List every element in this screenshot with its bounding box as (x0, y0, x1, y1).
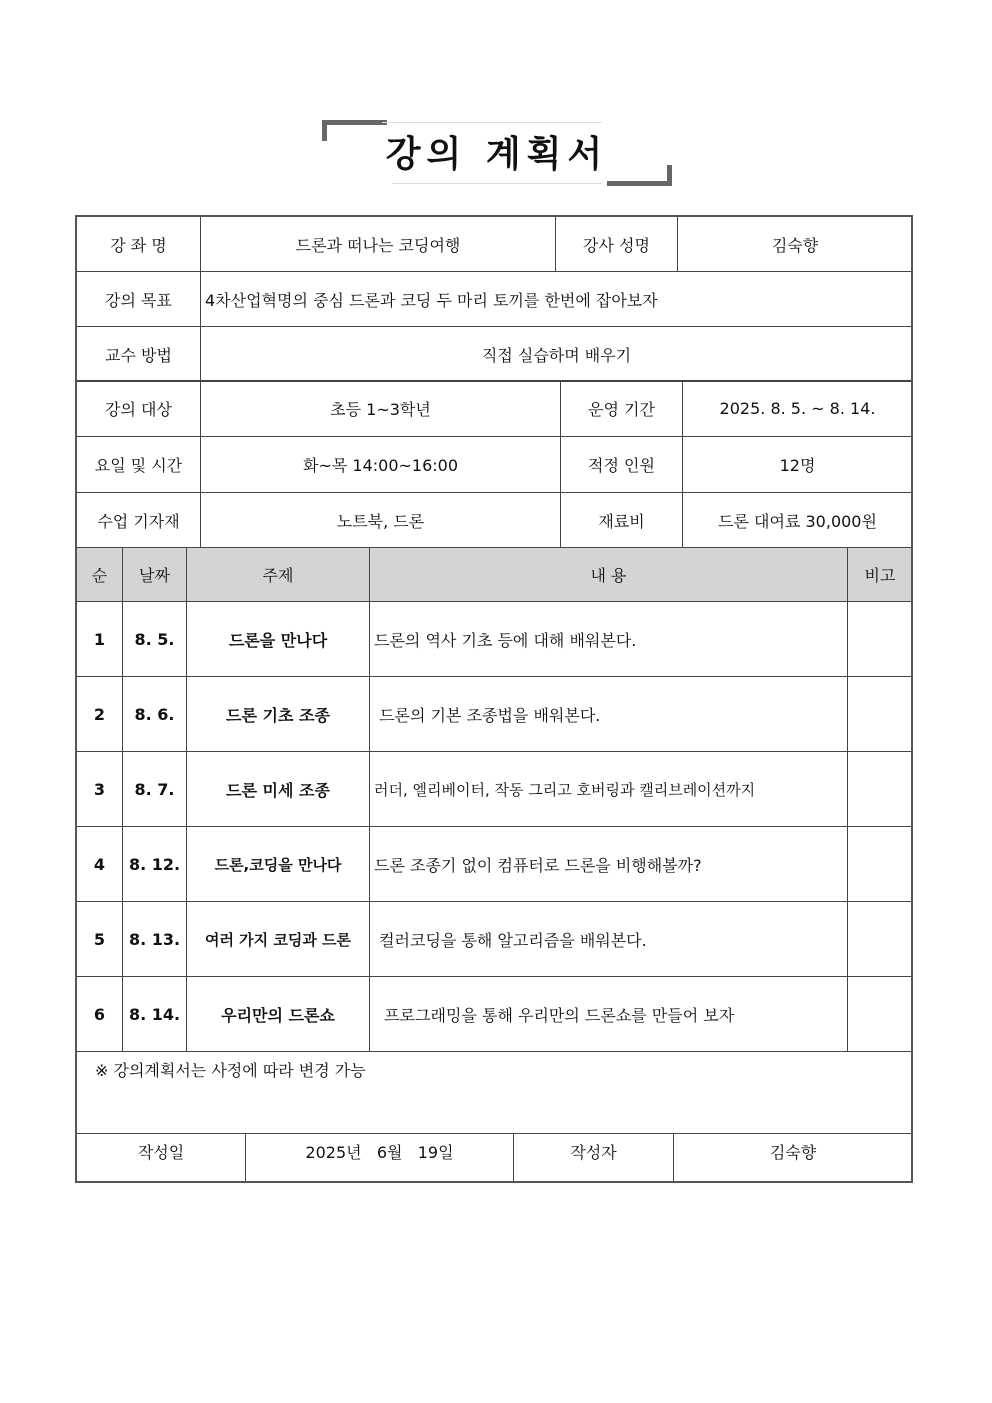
footer-table (76, 1051, 913, 1183)
equipment-value: 노트북, 드론 (201, 493, 561, 548)
row-content: 드론의 역사 기초 등에 대해 배워본다. (370, 602, 848, 677)
notice-text: ※ 강의계획서는 사정에 따라 변경 가능 (77, 1052, 913, 1134)
info-row-course (77, 217, 913, 272)
info-row-target (77, 381, 913, 437)
info-row-goal (77, 272, 913, 327)
notice-row (77, 1052, 913, 1134)
row-date: 8. 14. (123, 977, 187, 1052)
row-no: 5 (77, 902, 123, 977)
row-topic: 드론 미세 조종 (187, 752, 370, 827)
material-value: 드론 대여료 30,000원 (683, 493, 913, 548)
title-line-top (382, 122, 602, 123)
author-label: 작성자 (514, 1134, 674, 1183)
row-topic: 드론을 만나다 (187, 602, 370, 677)
course-name-label: 강 좌 명 (77, 217, 201, 272)
info-row-time (77, 437, 913, 493)
row-no: 6 (77, 977, 123, 1052)
time-label: 요일 및 시간 (77, 437, 201, 493)
material-label: 재료비 (561, 493, 683, 548)
row-content: 드론의 기본 조종법을 배워본다. (370, 677, 848, 752)
table-row (77, 902, 913, 977)
row-topic: 우리만의 드론쇼 (187, 977, 370, 1052)
period-value: 2025. 8. 5. ~ 8. 14. (683, 381, 913, 437)
goal-label: 강의 목표 (77, 272, 201, 327)
row-content: 프로그래밍을 통해 우리만의 드론쇼를 만들어 보자 (370, 977, 848, 1052)
schedule-table (76, 547, 913, 1052)
row-date: 8. 12. (123, 827, 187, 902)
method-label: 교수 방법 (77, 327, 201, 382)
info-row-equipment (77, 493, 913, 548)
equipment-label: 수업 기자재 (77, 493, 201, 548)
date-label: 작성일 (77, 1134, 246, 1183)
row-content: 컬러코딩을 통해 알고리즘을 배워본다. (370, 902, 848, 977)
written-date: 2025년 6월 19일 (246, 1134, 514, 1183)
row-date: 8. 6. (123, 677, 187, 752)
title-line-bottom (392, 183, 602, 184)
header-content: 내 용 (370, 548, 848, 602)
row-content: 드론 조종기 없이 컴퓨터로 드론을 비행해볼까? (370, 827, 848, 902)
instructor-label: 강사 성명 (556, 217, 678, 272)
capacity-value: 12명 (683, 437, 913, 493)
header-date: 날짜 (123, 548, 187, 602)
period-label: 운영 기간 (561, 381, 683, 437)
row-no: 3 (77, 752, 123, 827)
table-row (77, 602, 913, 677)
row-topic: 여러 가지 코딩과 드론 (187, 902, 370, 977)
course-name: 드론과 떠나는 코딩여행 (201, 217, 556, 272)
table-row (77, 827, 913, 902)
schedule-header-row (77, 548, 913, 602)
page-title: 강의 계획서 (385, 134, 609, 175)
row-note (848, 752, 913, 827)
method-value: 직접 실습하며 배우기 (201, 327, 913, 382)
row-topic: 드론 기초 조종 (187, 677, 370, 752)
row-no: 2 (77, 677, 123, 752)
row-note (848, 902, 913, 977)
instructor-name: 김숙향 (678, 217, 913, 272)
row-note (848, 977, 913, 1052)
header-note: 비고 (848, 548, 913, 602)
row-note (848, 677, 913, 752)
capacity-label: 적정 인원 (561, 437, 683, 493)
table-row (77, 977, 913, 1052)
footer-row (77, 1134, 913, 1183)
title-block (320, 118, 674, 188)
header-no: 순 (77, 548, 123, 602)
row-content: 러더, 엘리베이터, 작동 그리고 호버링과 캘리브레이션까지 (370, 752, 848, 827)
target-value: 초등 1~3학년 (201, 381, 561, 437)
info-row-method (77, 327, 913, 382)
title-bracket-bottom-right (607, 165, 672, 186)
row-note (848, 602, 913, 677)
row-no: 4 (77, 827, 123, 902)
target-label: 강의 대상 (77, 381, 201, 437)
row-note (848, 827, 913, 902)
time-value: 화~목 14:00~16:00 (201, 437, 561, 493)
author-name: 김숙향 (674, 1134, 913, 1183)
table-row (77, 752, 913, 827)
info-table-2 (76, 380, 913, 548)
row-date: 8. 7. (123, 752, 187, 827)
header-topic: 주제 (187, 548, 370, 602)
table-row (77, 677, 913, 752)
row-no: 1 (77, 602, 123, 677)
row-topic: 드론,코딩을 만나다 (187, 827, 370, 902)
row-date: 8. 13. (123, 902, 187, 977)
row-date: 8. 5. (123, 602, 187, 677)
goal-value: 4차산업혁명의 중심 드론과 코딩 두 마리 토끼를 한번에 잡아보자 (201, 272, 913, 327)
info-table (76, 216, 913, 382)
